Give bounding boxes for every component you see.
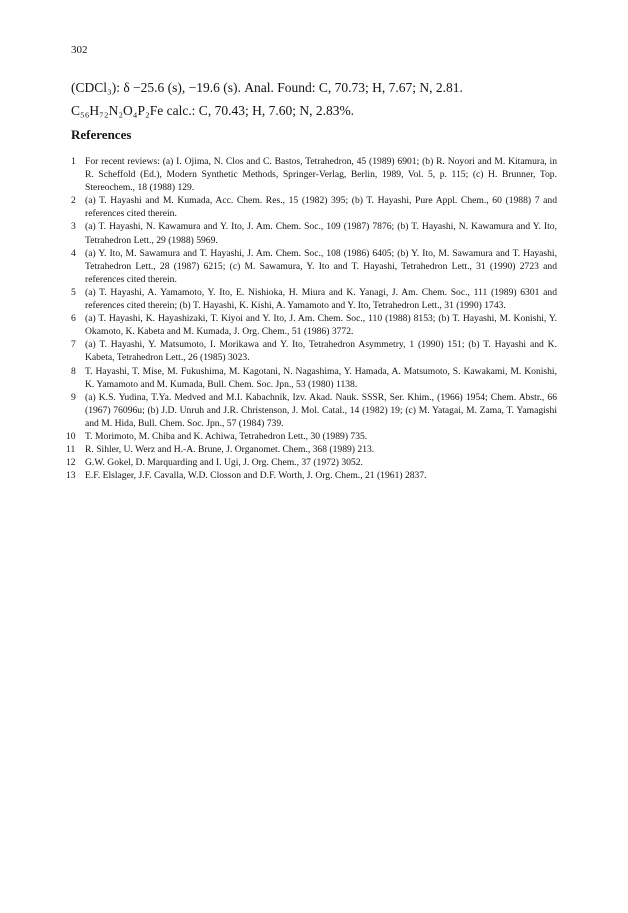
reference-number: 13 <box>66 470 76 482</box>
reference-item <box>71 391 557 430</box>
reference-item <box>71 194 557 220</box>
analysis-line-2: C₅₆H₇₂N₂O₄P₂Fe calc.: C, 70.43; H, 7.60; N, 2.83%. <box>71 103 355 118</box>
reference-number: 8 <box>71 365 76 377</box>
reference-item <box>71 286 557 312</box>
reference-text: (a) T. Hayashi and M. Kumada, Acc. Chem. Res., 15 (1982) 395; (b) T. Hayashi, Pure Appl. Chem., 60 (1988) 7 and references cited therein. <box>85 195 557 220</box>
reference-text: (a) Y. Ito, M. Sawamura and T. Hayashi, J. Am. Chem. Soc., 108 (1986) 6405; (b) Y. Ito, M. Sawamura and T. Hayashi, Tetrahedron Lett., 28 (1987) 6215; (c) M. Sawamura, Y. Ito and T. Hayashi, Tetrahedron Lett., 31 (1990) 2723 and references cited therein. <box>85 247 557 285</box>
references-heading: References <box>71 127 132 142</box>
reference-item <box>66 456 557 469</box>
reference-item <box>66 430 557 443</box>
reference-text: (a) T. Hayashi, Y. Matsumoto, I. Morikawa and Y. Ito, Tetrahedron Asymmetry, 1 (1990) 151; (b) T. Hayashi and K. Kabeta, Tetrahedron Lett., 26 (1985) 3023. <box>85 339 557 364</box>
reference-item <box>71 312 557 338</box>
reference-item <box>71 220 557 246</box>
elemental-analysis <box>71 76 557 122</box>
page-number: 302 <box>71 44 88 56</box>
reference-item <box>71 338 557 364</box>
reference-item <box>71 247 557 286</box>
reference-text: For recent reviews: (a) I. Ojima, N. Clos and C. Bastos, Tetrahedron, 45 (1989) 6901; (b) R. Noyori and M. Kitamura, in R. Scheffold (Ed.), Modern Synthetic Methods, Springer-Verlag, Berlin, 1989, Vol. 5, p. 115; (c) H. Brunner, Top. Stereochem., 18 (1988) 129. <box>85 156 557 194</box>
reference-text: R. Sihler, U. Werz and H.-A. Brune, J. Organomet. Chem., 368 (1989) 213. <box>85 444 375 456</box>
reference-text: E.F. Elslager, J.F. Cavalla, W.D. Closson and D.F. Worth, J. Org. Chem., 21 (1961) 2837. <box>85 470 427 482</box>
reference-text: T. Morimoto, M. Chiba and K. Achiwa, Tetrahedron Lett., 30 (1989) 735. <box>85 430 368 442</box>
reference-number: 4 <box>71 247 76 259</box>
reference-text: (a) K.S. Yudina, T.Ya. Medved and M.I. Kabachnik, Izv. Akad. Nauk. SSSR, Ser. Khim., (1966) 1954; Chem. Abstr., 66 (1967) 76096u; (b) J.D. Unruh and J.R. Christenson, J. Mol. Catal., 14 (1982) 19; (c) M. Yatagai, M. Zama, T. Yamagishi and M. Hida, Bull. Chem. Soc. Jpn., 57 (1984) 739. <box>85 391 557 429</box>
reference-number: 9 <box>71 391 76 403</box>
reference-number: 6 <box>71 313 76 325</box>
analysis-line-1: (CDCl₃): δ −25.6 (s), −19.6 (s). Anal. Found: C, 70.73; H, 7.67; N, 2.81. <box>71 80 463 95</box>
reference-text: (a) T. Hayashi, A. Yamamoto, Y. Ito, E. Nishioka, H. Miura and K. Yanagi, J. Am. Chem. Soc., 111 (1989) 6301 and references cited therein; (b) T. Hayashi, K. Kishi, A. Yamamoto and Y. Ito, Tetrahedron Lett., 31 (1990) 1743. <box>85 286 557 312</box>
reference-number: 10 <box>66 430 76 442</box>
reference-text: G.W. Gokel, D. Marquarding and I. Ugi, J. Org. Chem., 37 (1972) 3052. <box>85 457 363 469</box>
reference-item <box>71 155 557 194</box>
reference-text: (a) T. Hayashi, K. Hayashizaki, T. Kiyoi and Y. Ito, J. Am. Chem. Soc., 110 (1988) 8153; (b) T. Hayashi, M. Konishi, Y. Okamoto, K. Kabeta and M. Kumada, J. Org. Chem., 51 (1986) 3772. <box>85 313 557 338</box>
references-list <box>66 155 557 482</box>
reference-text: T. Hayashi, T. Mise, M. Fukushima, M. Kagotani, N. Nagashima, Y. Hamada, A. Matsumoto, S. Kawakami, M. Konishi, K. Yamamoto and M. Kumada, Bull. Chem. Soc. Jpn., 53 (1980) 1138. <box>85 365 557 390</box>
reference-number: 12 <box>66 457 76 469</box>
reference-number: 5 <box>71 286 76 298</box>
reference-number: 7 <box>71 339 76 351</box>
reference-item <box>71 365 557 391</box>
reference-text: (a) T. Hayashi, N. Kawamura and Y. Ito, J. Am. Chem. Soc., 109 (1987) 7876; (b) T. Hayashi, N. Kawamura and Y. Ito, Tetrahedron Lett., 29 (1988) 5969. <box>85 221 557 246</box>
reference-number: 2 <box>71 195 76 207</box>
reference-number: 11 <box>66 444 76 456</box>
reference-number: 1 <box>71 156 76 167</box>
reference-number: 3 <box>71 221 76 233</box>
reference-item <box>66 469 557 482</box>
reference-item <box>66 443 557 456</box>
